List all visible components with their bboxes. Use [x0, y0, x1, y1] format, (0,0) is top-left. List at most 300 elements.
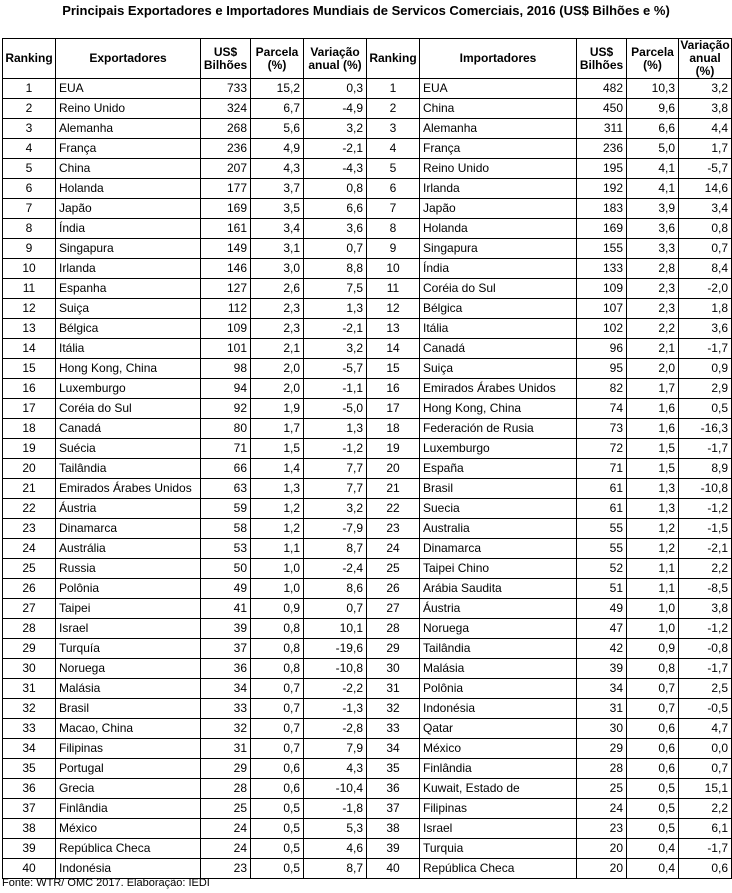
importer-change: 3,8 — [679, 99, 732, 119]
importer-share: 1,3 — [627, 499, 679, 519]
rank-cell-import: 33 — [367, 719, 420, 739]
importer-change: 0,7 — [679, 759, 732, 779]
header-export-value: US$ Bilhões — [201, 39, 251, 79]
exporter-name: China — [56, 159, 201, 179]
importer-value: 102 — [577, 319, 627, 339]
importer-share: 3,3 — [627, 239, 679, 259]
exporter-change: 6,6 — [304, 199, 367, 219]
exporter-value: 92 — [201, 399, 251, 419]
exporter-name: Suiça — [56, 299, 201, 319]
exporter-share: 2,3 — [251, 319, 304, 339]
importer-share: 2,2 — [627, 319, 679, 339]
importer-share: 1,2 — [627, 519, 679, 539]
importer-name: Luxemburgo — [420, 439, 577, 459]
source-note: Fonte: WTR/ OMC 2017. Elaboração: IEDI — [2, 877, 210, 889]
table-row — [3, 799, 732, 819]
table-row — [3, 239, 732, 259]
rank-cell: 4 — [3, 139, 56, 159]
importer-value: 183 — [577, 199, 627, 219]
rank-cell: 25 — [3, 559, 56, 579]
exporter-name: Espanha — [56, 279, 201, 299]
exporter-share: 0,7 — [251, 739, 304, 759]
importer-value: 61 — [577, 479, 627, 499]
importer-value: 39 — [577, 659, 627, 679]
rank-cell: 26 — [3, 579, 56, 599]
exporter-name: Alemanha — [56, 119, 201, 139]
exporter-name: França — [56, 139, 201, 159]
importer-share: 3,6 — [627, 219, 679, 239]
header-export-share: Parcela (%) — [251, 39, 304, 79]
importer-value: 82 — [577, 379, 627, 399]
exporter-value: 23 — [201, 859, 251, 879]
exporter-name: Macao, China — [56, 719, 201, 739]
importer-share: 1,7 — [627, 379, 679, 399]
importer-share: 0,8 — [627, 659, 679, 679]
header-row — [3, 39, 732, 79]
exporter-share: 1,7 — [251, 419, 304, 439]
exporter-value: 50 — [201, 559, 251, 579]
exporter-name: Taipei — [56, 599, 201, 619]
importer-change: 3,6 — [679, 319, 732, 339]
importer-name: Japão — [420, 199, 577, 219]
exporter-value: 324 — [201, 99, 251, 119]
exporter-share: 1,9 — [251, 399, 304, 419]
exporter-value: 207 — [201, 159, 251, 179]
rank-cell: 39 — [3, 839, 56, 859]
importer-share: 4,1 — [627, 159, 679, 179]
rank-cell-import: 16 — [367, 379, 420, 399]
exporter-share: 1,4 — [251, 459, 304, 479]
table-row — [3, 779, 732, 799]
exporter-name: Irlanda — [56, 259, 201, 279]
exporter-name: República Checa — [56, 839, 201, 859]
table-row — [3, 119, 732, 139]
exporter-value: 127 — [201, 279, 251, 299]
exporter-change: 7,5 — [304, 279, 367, 299]
importer-share: 2,8 — [627, 259, 679, 279]
rank-cell-import: 32 — [367, 699, 420, 719]
rank-cell: 17 — [3, 399, 56, 419]
exporter-share: 0,6 — [251, 779, 304, 799]
exporter-share: 3,0 — [251, 259, 304, 279]
exporter-name: Coréia do Sul — [56, 399, 201, 419]
importer-change: 0,8 — [679, 219, 732, 239]
table-row — [3, 699, 732, 719]
table-row — [3, 79, 732, 99]
exporter-value: 33 — [201, 699, 251, 719]
rank-cell: 37 — [3, 799, 56, 819]
rank-cell-import: 6 — [367, 179, 420, 199]
importer-change: -8,5 — [679, 579, 732, 599]
exporter-change: -19,6 — [304, 639, 367, 659]
rank-cell: 1 — [3, 79, 56, 99]
exporter-change: -1,1 — [304, 379, 367, 399]
exporter-value: 236 — [201, 139, 251, 159]
importer-share: 2,1 — [627, 339, 679, 359]
exporter-share: 0,7 — [251, 719, 304, 739]
importer-share: 6,6 — [627, 119, 679, 139]
rank-cell: 23 — [3, 519, 56, 539]
exporter-share: 0,5 — [251, 839, 304, 859]
importer-value: 61 — [577, 499, 627, 519]
importer-value: 169 — [577, 219, 627, 239]
table-row — [3, 499, 732, 519]
exporter-value: 36 — [201, 659, 251, 679]
rank-cell: 40 — [3, 859, 56, 879]
rank-cell: 6 — [3, 179, 56, 199]
exporter-change: 8,8 — [304, 259, 367, 279]
importer-share: 0,6 — [627, 719, 679, 739]
exporter-name: Filipinas — [56, 739, 201, 759]
table-row — [3, 739, 732, 759]
exporter-value: 25 — [201, 799, 251, 819]
exporter-name: Reino Unido — [56, 99, 201, 119]
exporter-name: Holanda — [56, 179, 201, 199]
exporter-share: 3,7 — [251, 179, 304, 199]
exporter-share: 1,3 — [251, 479, 304, 499]
table-row — [3, 319, 732, 339]
importer-name: Qatar — [420, 719, 577, 739]
importer-value: 49 — [577, 599, 627, 619]
rank-cell: 12 — [3, 299, 56, 319]
exporter-name: Grecia — [56, 779, 201, 799]
rank-cell: 19 — [3, 439, 56, 459]
importer-name: Índia — [420, 259, 577, 279]
exporter-change: -5,7 — [304, 359, 367, 379]
importer-name: Alemanha — [420, 119, 577, 139]
importer-name: Suiça — [420, 359, 577, 379]
rank-cell-import: 15 — [367, 359, 420, 379]
importer-change: 1,8 — [679, 299, 732, 319]
rank-cell-import: 8 — [367, 219, 420, 239]
exporter-share: 0,8 — [251, 639, 304, 659]
exporter-value: 71 — [201, 439, 251, 459]
importer-value: 42 — [577, 639, 627, 659]
exporter-share: 2,3 — [251, 299, 304, 319]
importer-share: 3,9 — [627, 199, 679, 219]
exporter-share: 6,7 — [251, 99, 304, 119]
importer-change: 0,6 — [679, 859, 732, 879]
importer-change: 4,7 — [679, 719, 732, 739]
rank-cell-import: 29 — [367, 639, 420, 659]
rank-cell-import: 24 — [367, 539, 420, 559]
exporter-name: Tailândia — [56, 459, 201, 479]
exporter-share: 5,6 — [251, 119, 304, 139]
exporter-name: Japão — [56, 199, 201, 219]
exporter-value: 161 — [201, 219, 251, 239]
exporter-value: 80 — [201, 419, 251, 439]
exporter-value: 268 — [201, 119, 251, 139]
table-row — [3, 659, 732, 679]
importer-change: 15,1 — [679, 779, 732, 799]
rank-cell-import: 7 — [367, 199, 420, 219]
importer-change: 3,8 — [679, 599, 732, 619]
exporter-value: 37 — [201, 639, 251, 659]
exporter-name: Turquía — [56, 639, 201, 659]
importer-change: 0,7 — [679, 239, 732, 259]
rank-cell-import: 17 — [367, 399, 420, 419]
table-row — [3, 399, 732, 419]
exporter-change: -2,1 — [304, 319, 367, 339]
importer-value: 20 — [577, 859, 627, 879]
importer-name: Filipinas — [420, 799, 577, 819]
importer-name: República Checa — [420, 859, 577, 879]
exporter-value: 101 — [201, 339, 251, 359]
importer-name: Irlanda — [420, 179, 577, 199]
rank-cell-import: 25 — [367, 559, 420, 579]
exporter-change: -1,3 — [304, 699, 367, 719]
rank-cell-import: 35 — [367, 759, 420, 779]
rank-cell-import: 36 — [367, 779, 420, 799]
rank-cell-import: 19 — [367, 439, 420, 459]
importer-value: 96 — [577, 339, 627, 359]
rank-cell: 9 — [3, 239, 56, 259]
exporter-value: 49 — [201, 579, 251, 599]
exporter-name: Russia — [56, 559, 201, 579]
importer-name: Tailândia — [420, 639, 577, 659]
exporter-share: 4,9 — [251, 139, 304, 159]
exporter-share: 2,0 — [251, 359, 304, 379]
rank-cell-import: 30 — [367, 659, 420, 679]
exporter-share: 0,5 — [251, 799, 304, 819]
exporter-share: 0,7 — [251, 699, 304, 719]
exporter-change: -10,4 — [304, 779, 367, 799]
rank-cell: 38 — [3, 819, 56, 839]
exporter-name: Portugal — [56, 759, 201, 779]
exporter-share: 3,4 — [251, 219, 304, 239]
exporter-change: 8,6 — [304, 579, 367, 599]
exporter-share: 1,5 — [251, 439, 304, 459]
importer-value: 311 — [577, 119, 627, 139]
header-import-share: Parcela (%) — [627, 39, 679, 79]
importer-change: 0,5 — [679, 399, 732, 419]
rank-cell-import: 1 — [367, 79, 420, 99]
rank-cell: 3 — [3, 119, 56, 139]
rank-cell: 27 — [3, 599, 56, 619]
importer-value: 155 — [577, 239, 627, 259]
exporter-change: 4,3 — [304, 759, 367, 779]
exporter-value: 32 — [201, 719, 251, 739]
importer-name: Indonésia — [420, 699, 577, 719]
exporter-change: -7,9 — [304, 519, 367, 539]
importer-share: 0,7 — [627, 699, 679, 719]
exporter-change: -1,2 — [304, 439, 367, 459]
importer-name: Malásia — [420, 659, 577, 679]
importer-value: 71 — [577, 459, 627, 479]
importer-change: 8,4 — [679, 259, 732, 279]
rank-cell: 13 — [3, 319, 56, 339]
table-row — [3, 359, 732, 379]
importer-share: 1,6 — [627, 419, 679, 439]
rank-cell: 22 — [3, 499, 56, 519]
importer-value: 55 — [577, 539, 627, 559]
rank-cell-import: 4 — [367, 139, 420, 159]
exporter-name: Luxemburgo — [56, 379, 201, 399]
table-row — [3, 299, 732, 319]
exporter-change: -2,8 — [304, 719, 367, 739]
exporter-value: 41 — [201, 599, 251, 619]
importer-share: 1,5 — [627, 439, 679, 459]
exporter-name: Finlândia — [56, 799, 201, 819]
importer-share: 1,1 — [627, 559, 679, 579]
exporter-share: 2,6 — [251, 279, 304, 299]
importer-change: 0,9 — [679, 359, 732, 379]
importer-change: -1,2 — [679, 619, 732, 639]
exporter-value: 29 — [201, 759, 251, 779]
rank-cell-import: 22 — [367, 499, 420, 519]
importer-share: 2,3 — [627, 299, 679, 319]
importer-change: -5,7 — [679, 159, 732, 179]
importer-name: Emirados Árabes Unidos — [420, 379, 577, 399]
importer-value: 47 — [577, 619, 627, 639]
importer-name: Dinamarca — [420, 539, 577, 559]
table-row — [3, 199, 732, 219]
importer-name: Canadá — [420, 339, 577, 359]
importer-value: 74 — [577, 399, 627, 419]
importer-name: Coréia do Sul — [420, 279, 577, 299]
rank-cell-import: 37 — [367, 799, 420, 819]
rank-cell: 36 — [3, 779, 56, 799]
exporter-value: 58 — [201, 519, 251, 539]
table-row — [3, 259, 732, 279]
header-exportadores: Exportadores — [56, 39, 201, 79]
exporter-value: 177 — [201, 179, 251, 199]
exporter-name: Itália — [56, 339, 201, 359]
importer-change: -1,7 — [679, 439, 732, 459]
importer-value: 133 — [577, 259, 627, 279]
exporter-name: Singapura — [56, 239, 201, 259]
exporter-value: 24 — [201, 839, 251, 859]
importer-share: 0,5 — [627, 779, 679, 799]
importer-change: 2,9 — [679, 379, 732, 399]
exporter-share: 0,7 — [251, 679, 304, 699]
rank-cell-import: 3 — [367, 119, 420, 139]
rank-cell-import: 13 — [367, 319, 420, 339]
exporter-value: 94 — [201, 379, 251, 399]
table-row — [3, 599, 732, 619]
exporter-share: 1,0 — [251, 579, 304, 599]
importer-name: Finlândia — [420, 759, 577, 779]
exporter-change: -2,1 — [304, 139, 367, 159]
rank-cell: 18 — [3, 419, 56, 439]
exporter-share: 0,9 — [251, 599, 304, 619]
rank-cell: 32 — [3, 699, 56, 719]
importer-change: 4,4 — [679, 119, 732, 139]
importer-value: 55 — [577, 519, 627, 539]
exporter-value: 733 — [201, 79, 251, 99]
table-row — [3, 159, 732, 179]
exporter-change: -2,2 — [304, 679, 367, 699]
importer-name: EUA — [420, 79, 577, 99]
rank-cell: 14 — [3, 339, 56, 359]
table-row — [3, 619, 732, 639]
rank-cell: 5 — [3, 159, 56, 179]
importer-share: 1,3 — [627, 479, 679, 499]
exporter-value: 63 — [201, 479, 251, 499]
importer-name: España — [420, 459, 577, 479]
table-row — [3, 99, 732, 119]
importer-name: Federación de Rusia — [420, 419, 577, 439]
rank-cell-import: 28 — [367, 619, 420, 639]
exporter-share: 3,1 — [251, 239, 304, 259]
importer-name: França — [420, 139, 577, 159]
importer-change: -1,5 — [679, 519, 732, 539]
importer-change: 2,2 — [679, 559, 732, 579]
table-row — [3, 819, 732, 839]
exporter-name: México — [56, 819, 201, 839]
importer-value: 30 — [577, 719, 627, 739]
importer-share: 0,4 — [627, 839, 679, 859]
importer-value: 236 — [577, 139, 627, 159]
importer-value: 24 — [577, 799, 627, 819]
rank-cell: 28 — [3, 619, 56, 639]
exporter-value: 146 — [201, 259, 251, 279]
rank-cell: 30 — [3, 659, 56, 679]
exporter-share: 3,5 — [251, 199, 304, 219]
exporter-name: Índia — [56, 219, 201, 239]
importer-share: 9,6 — [627, 99, 679, 119]
rank-cell: 11 — [3, 279, 56, 299]
rank-cell: 29 — [3, 639, 56, 659]
importer-share: 1,0 — [627, 619, 679, 639]
exporter-share: 1,2 — [251, 519, 304, 539]
importer-change: -0,5 — [679, 699, 732, 719]
exporter-change: 5,3 — [304, 819, 367, 839]
importer-share: 0,7 — [627, 679, 679, 699]
importer-name: Hong Kong, China — [420, 399, 577, 419]
exporter-change: -10,8 — [304, 659, 367, 679]
exporter-change: 0,7 — [304, 599, 367, 619]
importer-change: 3,4 — [679, 199, 732, 219]
importer-name: Australia — [420, 519, 577, 539]
exporter-change: 8,7 — [304, 859, 367, 879]
table-row — [3, 139, 732, 159]
exporter-value: 169 — [201, 199, 251, 219]
table-row — [3, 479, 732, 499]
rank-cell-import: 38 — [367, 819, 420, 839]
rank-cell-import: 20 — [367, 459, 420, 479]
importer-value: 109 — [577, 279, 627, 299]
importer-name: Singapura — [420, 239, 577, 259]
importer-share: 1,5 — [627, 459, 679, 479]
importer-value: 51 — [577, 579, 627, 599]
importer-name: Arábia Saudita — [420, 579, 577, 599]
exporter-change: 3,2 — [304, 499, 367, 519]
header-ranking-import: Ranking — [367, 39, 420, 79]
rank-cell: 34 — [3, 739, 56, 759]
table-row — [3, 219, 732, 239]
importer-share: 4,1 — [627, 179, 679, 199]
importer-share: 0,6 — [627, 759, 679, 779]
header-ranking: Ranking — [3, 39, 56, 79]
exporter-change: -4,3 — [304, 159, 367, 179]
importer-name: México — [420, 739, 577, 759]
exporter-value: 28 — [201, 779, 251, 799]
importer-share: 0,5 — [627, 819, 679, 839]
exporter-value: 31 — [201, 739, 251, 759]
importer-change: -2,0 — [679, 279, 732, 299]
header-export-change: Variação anual (%) — [304, 39, 367, 79]
rank-cell-import: 2 — [367, 99, 420, 119]
exporter-value: 98 — [201, 359, 251, 379]
services-trade-table — [2, 38, 732, 879]
table-row — [3, 539, 732, 559]
exporter-name: Dinamarca — [56, 519, 201, 539]
exporter-change: 1,3 — [304, 419, 367, 439]
importer-change: -2,1 — [679, 539, 732, 559]
importer-change: 2,5 — [679, 679, 732, 699]
table-row — [3, 419, 732, 439]
